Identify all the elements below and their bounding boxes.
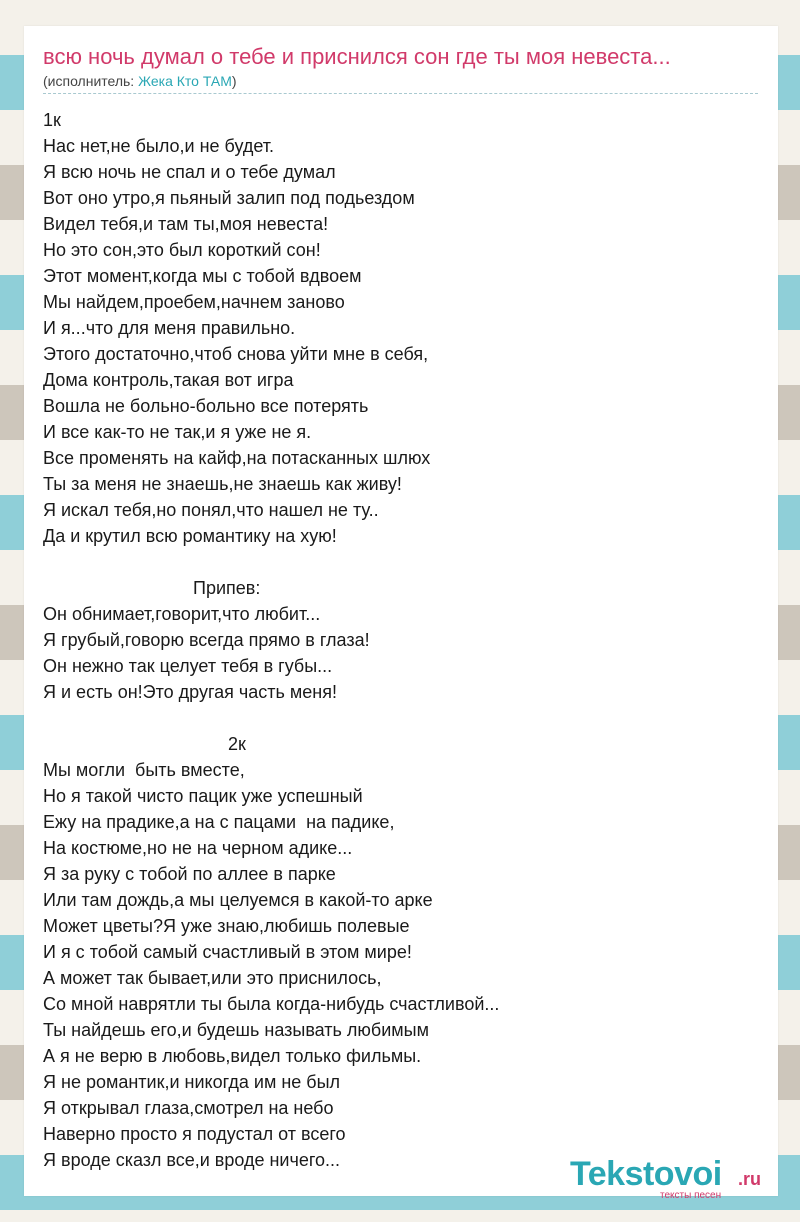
lyrics-card: [24, 26, 778, 1196]
lyric-line: Я не романтик,и никогда им не был: [43, 1072, 341, 1092]
lyric-line: Он нежно так целует тебя в губы...: [43, 656, 333, 676]
song-title: всю ночь думал о тебе и приснился сон где ты моя невеста...: [43, 44, 671, 69]
artist-link[interactable]: Жека Кто ТАМ: [138, 73, 232, 89]
lyric-line: Этого достаточно,чтоб снова уйти мне в себя,: [43, 344, 429, 364]
logo-tld: .ru: [738, 1169, 762, 1189]
chorus-heading: Припев:: [43, 578, 261, 598]
lyrics-text: [43, 107, 499, 1173]
logo-brand: Tekstovoi: [570, 1155, 722, 1193]
logo-tagline: тексты песен: [660, 1190, 722, 1201]
lyric-line: Ты найдешь его,и будешь называть любимым: [43, 1020, 429, 1040]
lyric-line: Мы могли быть вместе,: [43, 760, 245, 780]
lyric-line: Да и крутил всю романтику на хую!: [43, 526, 337, 546]
lyric-line: Вошла не больно-больно все потерять: [43, 396, 369, 416]
lyric-line: Все променять на кайф,на потасканных шлюх: [43, 448, 431, 468]
lyric-line: Он обнимает,говорит,что любит...: [43, 604, 321, 624]
lyric-line: И все как-то не так,и я уже не я.: [43, 422, 312, 442]
lyric-line: Я грубый,говорю всегда прямо в глаза!: [43, 630, 370, 650]
lyric-line: Со мной наврятли ты была когда-нибудь счастливой...: [43, 994, 500, 1014]
performer-prefix: (исполнитель:: [43, 73, 139, 89]
lyric-line: И я с тобой самый счастливый в этом мире!: [43, 942, 412, 962]
lyric-line: Вот оно утро,я пьяный залип под подьездом: [43, 188, 415, 208]
lyric-line: Этот момент,когда мы с тобой вдвоем: [43, 266, 362, 286]
lyric-line: И я...что для меня правильно.: [43, 318, 296, 338]
lyric-line: Наверно просто я подустал от всего: [43, 1124, 346, 1144]
lyric-line: 1к: [43, 110, 61, 130]
title-divider: [43, 93, 758, 94]
verse-heading: 2к: [43, 734, 246, 754]
lyric-line: Может цветы?Я уже знаю,любишь полевые: [43, 916, 410, 936]
lyric-line: [43, 705, 499, 731]
lyric-line: [43, 549, 499, 575]
site-logo[interactable]: [570, 1155, 775, 1205]
lyric-line: Но это сон,это был короткий сон!: [43, 240, 321, 260]
lyric-line: Я вроде сказл все,и вроде ничего...: [43, 1150, 341, 1170]
performer-line: [43, 73, 237, 89]
lyric-line: Но я такой чисто пацик уже успешный: [43, 786, 363, 806]
performer-suffix: ): [231, 73, 237, 89]
lyric-line: Я за руку с тобой по аллее в парке: [43, 864, 336, 884]
lyric-line: Ты за меня не знаешь,не знаешь как живу!: [43, 474, 402, 494]
lyric-line: Видел тебя,и там ты,моя невеста!: [43, 214, 329, 234]
lyric-line: Я и есть он!Это другая часть меня!: [43, 682, 337, 702]
lyric-line: А может так бывает,или это приснилось,: [43, 968, 382, 988]
lyric-line: А я не верю в любовь,видел только фильмы.: [43, 1046, 422, 1066]
lyric-line: Я искал тебя,но понял,что нашел не ту..: [43, 500, 379, 520]
lyric-line: Дома контроль,такая вот игра: [43, 370, 294, 390]
lyric-line: Нас нет,не было,и не будет.: [43, 136, 275, 156]
lyric-line: Я открывал глаза,смотрел на небо: [43, 1098, 334, 1118]
lyric-line: Ежу на прадике,а на с пацами на падике,: [43, 812, 395, 832]
lyric-line: Или там дождь,а мы целуемся в какой-то арке: [43, 890, 433, 910]
lyric-line: Мы найдем,проебем,начнем заново: [43, 292, 345, 312]
lyric-line: На костюме,но не на черном адике...: [43, 838, 353, 858]
lyric-line: Я всю ночь не спал и о тебе думал: [43, 162, 336, 182]
